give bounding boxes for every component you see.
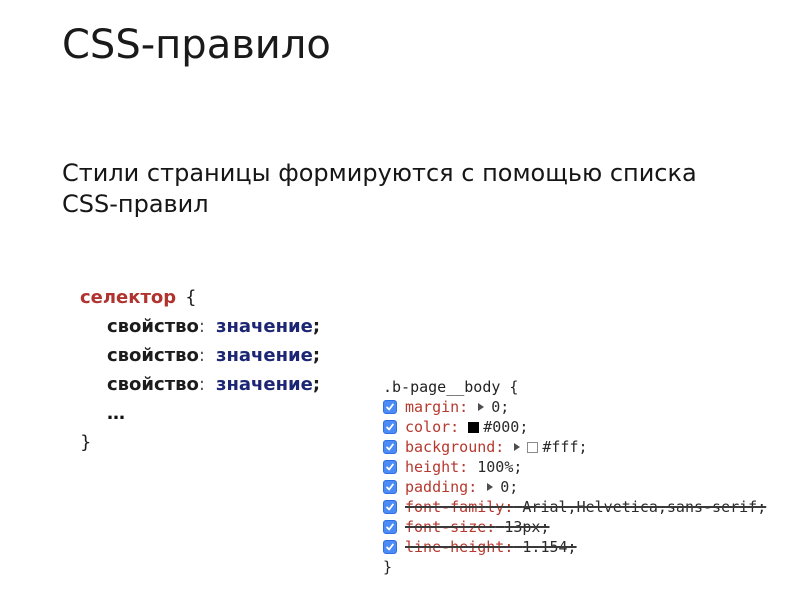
page-title: CSS-правило — [62, 22, 331, 68]
intro-paragraph: Стили страницы формируются с помощью списка CSS-правил — [62, 159, 697, 218]
check-icon — [385, 502, 395, 512]
rule-value: 0; — [491, 398, 510, 416]
open-brace: { — [185, 287, 197, 308]
devtools-rule-margin — [383, 397, 766, 417]
devtools-close-brace: } — [383, 558, 393, 576]
devtools-rule-font-size — [383, 517, 766, 537]
schema-property: свойство — [107, 316, 199, 337]
color-swatch-black[interactable] — [468, 422, 479, 433]
check-icon — [385, 542, 395, 552]
rule-property: margin: — [405, 398, 469, 416]
rule-checkbox[interactable] — [383, 540, 397, 554]
rule-checkbox[interactable] — [383, 520, 397, 534]
devtools-selector: .b-page__body { — [383, 378, 519, 396]
schema-value: значение — [215, 345, 313, 366]
ellipsis: … — [107, 403, 125, 424]
overridden-declaration — [405, 538, 577, 556]
devtools-rule-font-family — [383, 497, 766, 517]
rule-property: color: — [405, 418, 460, 436]
expand-arrow-icon[interactable] — [514, 443, 520, 451]
rule-checkbox[interactable] — [383, 420, 397, 434]
rule-property: padding: — [405, 478, 478, 496]
schema-selector: селектор — [80, 287, 177, 308]
devtools-rule-padding — [383, 477, 766, 497]
rule-property: height: — [405, 458, 469, 476]
schema-selector-line — [80, 283, 320, 312]
rule-value: #000; — [483, 418, 529, 436]
schema-colon: : — [198, 345, 205, 366]
rule-checkbox[interactable] — [383, 460, 397, 474]
rule-checkbox[interactable] — [383, 400, 397, 414]
rule-property: font-family: — [405, 498, 514, 516]
schema-value: значение — [215, 374, 313, 395]
rule-value: 100%; — [477, 458, 523, 476]
devtools-rule-background — [383, 437, 766, 457]
rule-property: background: — [405, 438, 505, 456]
check-icon — [385, 462, 395, 472]
schema-property: свойство — [107, 345, 199, 366]
devtools-rule-color — [383, 417, 766, 437]
expand-arrow-icon[interactable] — [487, 483, 493, 491]
close-brace: } — [80, 432, 92, 453]
rule-property: font-size: — [405, 518, 496, 536]
rule-value: Arial,Helvetica,sans-serif; — [522, 498, 767, 516]
rule-checkbox[interactable] — [383, 440, 397, 454]
schema-property-line — [80, 341, 320, 370]
rule-checkbox[interactable] — [383, 500, 397, 514]
schema-value: значение — [215, 316, 313, 337]
check-icon — [385, 482, 395, 492]
check-icon — [385, 402, 395, 412]
schema-property-line — [80, 312, 320, 341]
check-icon — [385, 422, 395, 432]
overridden-declaration — [405, 498, 766, 516]
devtools-rule-line-height — [383, 537, 766, 557]
rule-checkbox[interactable] — [383, 480, 397, 494]
rule-value: 1.154; — [522, 538, 577, 556]
color-swatch-white[interactable] — [527, 442, 538, 453]
check-icon — [385, 522, 395, 532]
schema-colon: : — [198, 374, 205, 395]
css-rule-schema — [80, 283, 320, 457]
devtools-styles-panel — [383, 377, 766, 577]
schema-property-line — [80, 370, 320, 399]
schema-property: свойство — [107, 374, 199, 395]
devtools-rule-height — [383, 457, 766, 477]
schema-semicolon: ; — [312, 345, 321, 366]
rule-value: #fff; — [542, 438, 588, 456]
schema-colon: : — [198, 316, 205, 337]
expand-arrow-icon[interactable] — [478, 403, 484, 411]
schema-semicolon: ; — [312, 374, 321, 395]
schema-close-line — [80, 428, 320, 457]
schema-ellipsis-line — [80, 399, 320, 428]
schema-semicolon: ; — [312, 316, 321, 337]
overridden-declaration — [405, 518, 550, 536]
rule-value: 13px; — [504, 518, 550, 536]
rule-property: line-height: — [405, 538, 514, 556]
rule-value: 0; — [500, 478, 519, 496]
check-icon — [385, 442, 395, 452]
